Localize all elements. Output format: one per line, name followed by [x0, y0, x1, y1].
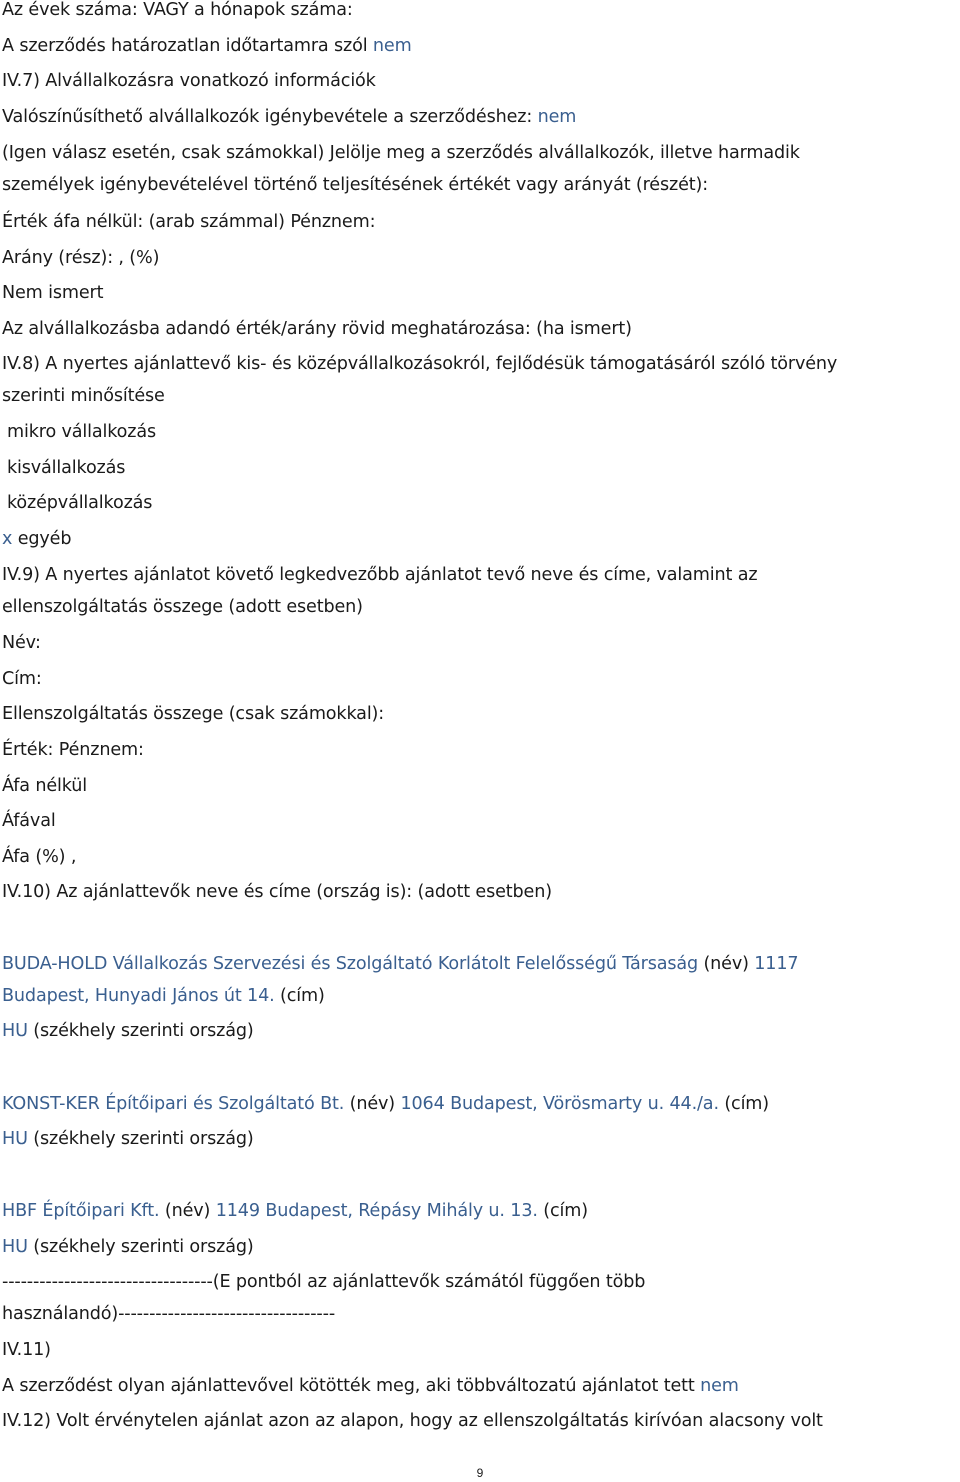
section-iv11-heading: IV.11): [2, 1340, 51, 1360]
bidder-2-name: KONST-KER Építőipari és Szolgáltató Bt.: [2, 1094, 345, 1114]
indefinite-term-line: A szerződés határozatlan időtartamra szól nem: [2, 36, 412, 56]
iv7-instruction-line-2: személyek igénybevételével történő teljesítésének értékét vagy arányát (részét):: [2, 175, 708, 195]
bidder-1-name: BUDA-HOLD Vállalkozás Szervezési és Szolgáltató Korlátolt Felelősségű Társaság: [2, 954, 699, 974]
bidder-3-country: HU: [2, 1237, 28, 1257]
page-number: 9: [476, 1466, 484, 1480]
bidder-3-country-line: HU (székhely szerinti ország): [2, 1237, 254, 1257]
bidder-2-country-line: HU (székhely szerinti ország): [2, 1129, 254, 1149]
option-small: kisvállalkozás: [7, 458, 126, 478]
bidder-3-address: 1149 Budapest, Répásy Mihály u. 13.: [215, 1201, 538, 1221]
option-other: x egyéb: [2, 529, 72, 549]
bidder-1-address: Budapest, Hunyadi János út 14.: [2, 986, 275, 1006]
variant-bid-value: nem: [700, 1376, 739, 1396]
not-known-line: Nem ismert: [2, 283, 104, 303]
iv7-instruction-line-1: (Igen válasz esetén, csak számokkal) Jelölje meg a szerződés alvállalkozók, illetve harmadik: [2, 143, 800, 163]
bidder-1-address-line: Budapest, Hunyadi János út 14. (cím): [2, 986, 325, 1006]
variant-bid-line: A szerződést olyan ajánlattevővel kötötték meg, aki többváltozatú ajánlatot tett nem: [2, 1376, 739, 1396]
repeat-note-line-2: használandó)-----------------------------------: [2, 1304, 336, 1324]
section-iv12-heading: IV.12) Volt érvénytelen ajánlat azon az alapon, hogy az ellenszolgáltatás kirívóan alacsony volt: [2, 1411, 823, 1431]
section-iv10-heading: IV.10) Az ajánlattevők neve és címe (ország is): (adott esetben): [2, 882, 552, 902]
bidder-3-line: HBF Építőipari Kft. (név) 1149 Budapest, Répásy Mihály u. 13. (cím): [2, 1201, 588, 1221]
bidder-2-address: 1064 Budapest, Vörösmarty u. 44./a.: [400, 1094, 719, 1114]
section-iv8-heading-cont: szerinti minősítése: [2, 386, 165, 406]
bidder-2-line: KONST-KER Építőipari és Szolgáltató Bt. (név) 1064 Budapest, Vörösmarty u. 44./a. (cím): [2, 1094, 770, 1114]
option-other-mark: x: [2, 529, 13, 549]
section-iv9-heading-cont: ellenszolgáltatás összege (adott esetben): [2, 597, 363, 617]
with-vat-label: Áfával: [2, 811, 56, 831]
without-vat-label: Áfa nélkül: [2, 776, 88, 796]
section-iv7-heading: IV.7) Alvállalkozásra vonatkozó információk: [2, 71, 376, 91]
bidder-1-name-line: BUDA-HOLD Vállalkozás Szervezési és Szolgáltató Korlátolt Felelősségű Társaság (név) 1117: [2, 954, 799, 974]
bidder-1-country-line: HU (székhely szerinti ország): [2, 1021, 254, 1041]
name-label: Név:: [2, 633, 41, 653]
contract-duration-line: Az évek száma: VAGY a hónapok száma:: [2, 0, 353, 20]
bidder-1-postcode: 1117: [754, 954, 799, 974]
bidder-3-name: HBF Építőipari Kft.: [2, 1201, 160, 1221]
option-medium: középvállalkozás: [7, 493, 153, 513]
bidder-2-country: HU: [2, 1129, 28, 1149]
repeat-note-line-1: ----------------------------------(E pontból az ajánlattevők számától függően több: [2, 1272, 646, 1292]
option-micro: mikro vállalkozás: [7, 422, 157, 442]
consideration-amount-label: Ellenszolgáltatás összege (csak számokkal):: [2, 704, 385, 724]
section-iv8-heading: IV.8) A nyertes ajánlattevő kis- és középvállalkozásokról, fejlődésük támogatásáról szóló törvény: [2, 354, 838, 374]
indefinite-term-value: nem: [372, 36, 412, 56]
section-iv9-heading: IV.9) A nyertes ajánlatot követő legkedvezőbb ajánlatot tevő neve és címe, valamint az: [2, 565, 758, 585]
subcontractors-value: nem: [537, 107, 577, 127]
value-currency-label: Érték: Pénznem:: [2, 740, 144, 760]
share-percent-line: Arány (rész): , (%): [2, 248, 160, 268]
subcontract-description-line: Az alvállalkozásba adandó érték/arány rövid meghatározása: (ha ismert): [2, 319, 632, 339]
vat-percent-label: Áfa (%) ,: [2, 847, 77, 867]
value-without-vat-line: Érték áfa nélkül: (arab számmal) Pénznem:: [2, 212, 376, 232]
address-label: Cím:: [2, 669, 42, 689]
subcontractors-line: Valószínűsíthető alvállalkozók igénybevétele a szerződéshez: nem: [2, 107, 577, 127]
bidder-1-country: HU: [2, 1021, 28, 1041]
